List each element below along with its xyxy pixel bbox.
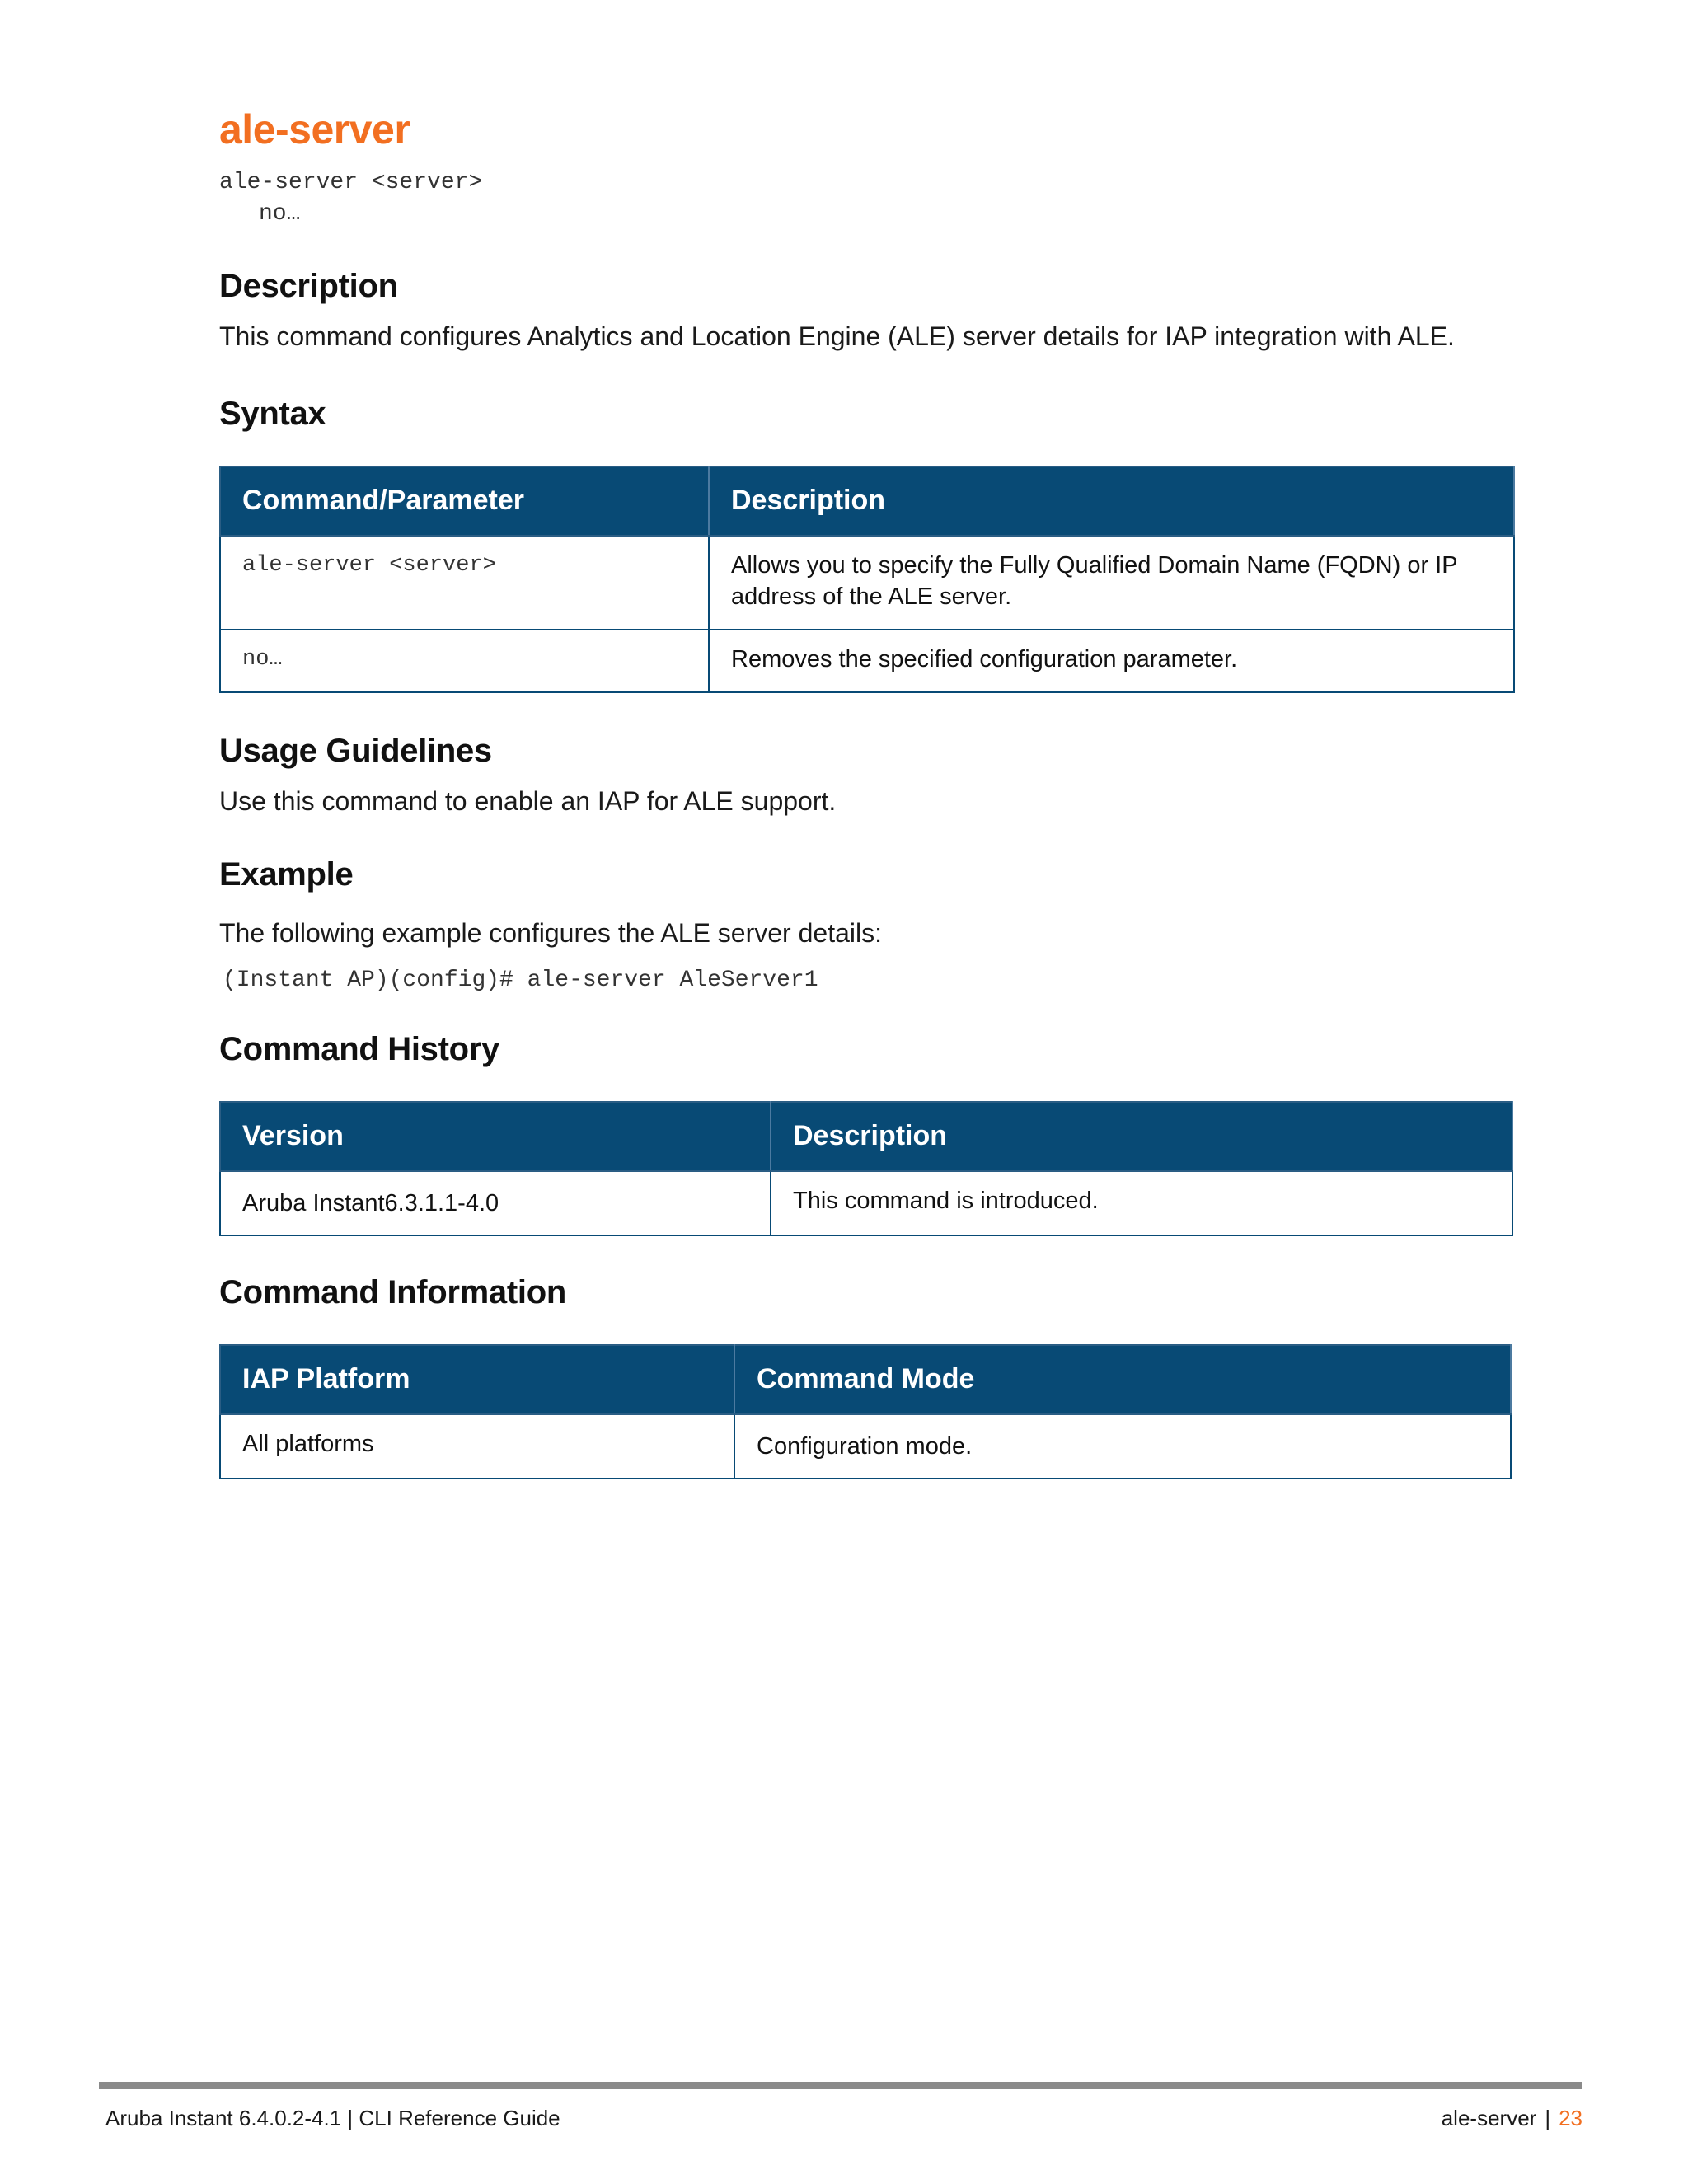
- info-table: [219, 1344, 1512, 1479]
- description-heading: Description: [219, 268, 398, 304]
- content: [219, 107, 1513, 1479]
- footer-section-name: ale-server: [1441, 2106, 1537, 2130]
- table-header-row: [220, 466, 1514, 536]
- column-header: Command/Parameter: [220, 466, 709, 536]
- usage-heading: Usage Guidelines: [219, 732, 492, 769]
- parameter-cell: no…: [220, 630, 709, 692]
- syntax-heading: Syntax: [219, 395, 326, 432]
- page-number: 23: [1559, 2106, 1582, 2130]
- description-cell: Removes the specified configuration parameter.: [709, 630, 1514, 692]
- syntax-line: ale-server <server>: [219, 170, 483, 195]
- column-header: Description: [709, 466, 1514, 536]
- example-text: The following example configures the ALE server details:: [219, 918, 882, 949]
- page-title: ale-server: [219, 106, 410, 152]
- table-row: [220, 1171, 1512, 1235]
- history-table: [219, 1101, 1513, 1236]
- syntax-summary: [219, 167, 1513, 230]
- column-header: IAP Platform: [220, 1345, 734, 1414]
- example-code: (Instant AP)(config)# ale-server AleServer1: [223, 967, 818, 993]
- version-cell: Aruba Instant6.3.1.1-4.0: [220, 1171, 771, 1235]
- footer-rule: [99, 2082, 1582, 2089]
- table-row: [220, 536, 1514, 630]
- table-header-row: [220, 1345, 1511, 1414]
- table-row: [220, 1414, 1511, 1479]
- info-heading: Command Information: [219, 1273, 566, 1310]
- parameter-cell: ale-server <server>: [220, 536, 709, 630]
- example-heading: Example: [219, 856, 354, 893]
- syntax-line: no…: [259, 201, 301, 227]
- description-cell: This command is introduced.: [771, 1171, 1512, 1235]
- description-cell: Allows you to specify the Fully Qualified Domain Name (FQDN) or IP address of the ALE server.: [709, 536, 1514, 630]
- usage-section: [219, 733, 1513, 819]
- footer-doc-title: Aruba Instant 6.4.0.2-4.1 | CLI Reference Guide: [106, 2106, 560, 2130]
- table-row: [220, 630, 1514, 692]
- usage-text: Use this command to enable an IAP for ALE support.: [219, 785, 837, 816]
- mode-cell: Configuration mode.: [734, 1414, 1511, 1479]
- syntax-section: [219, 396, 1513, 693]
- column-header: Version: [220, 1102, 771, 1171]
- history-section: [219, 1031, 1513, 1236]
- history-heading: Command History: [219, 1030, 499, 1067]
- example-section: [219, 856, 1513, 993]
- footer-separator: |: [1545, 2106, 1551, 2130]
- syntax-table: [219, 466, 1515, 693]
- column-header: Description: [771, 1102, 1512, 1171]
- platform-cell: All platforms: [220, 1414, 734, 1479]
- info-section: [219, 1274, 1513, 1479]
- footer-page-info: [1442, 2106, 1582, 2131]
- description-text: This command configures Analytics and Location Engine (ALE) server details for IAP integration with ALE.: [219, 321, 1455, 351]
- description-section: [219, 268, 1513, 354]
- table-header-row: [220, 1102, 1512, 1171]
- column-header: Command Mode: [734, 1345, 1511, 1414]
